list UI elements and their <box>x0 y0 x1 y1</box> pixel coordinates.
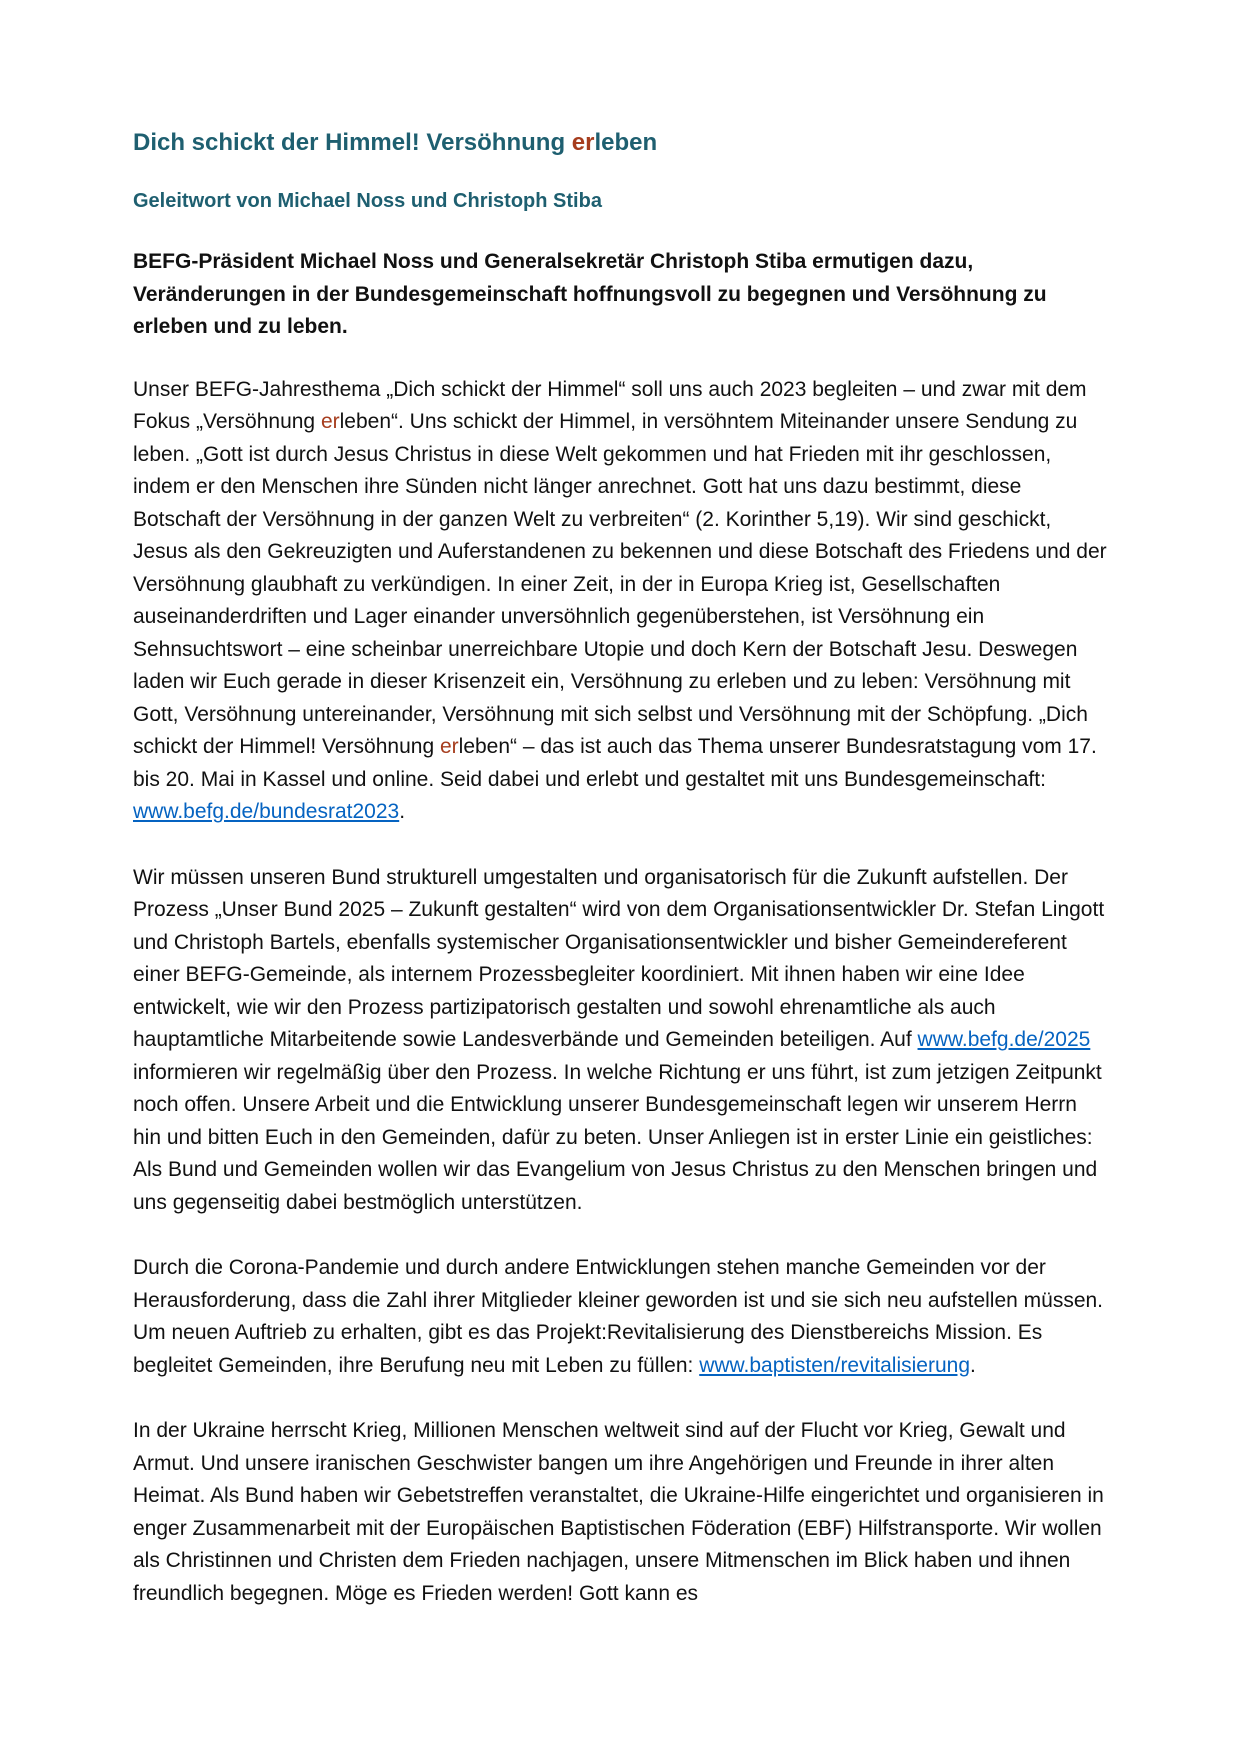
text-run: . <box>970 1353 976 1377</box>
text-run: leben“ – das ist auch das Thema unserer Bundesratstagung vom 17. bis 20. Mai in Kassel und online. Seid dabei und erlebt und gestaltet mit uns Bundesgemeinschaft: <box>133 735 1097 791</box>
paragraph <box>133 374 1110 829</box>
text-run: . <box>399 800 406 823</box>
text-run: Wir müssen unseren Bund strukturell umgestalten und organisatorisch für die Zukunft aufstellen. Der Prozess „Unser Bund 2025 – Zukunft gestalten“ wird von dem Organisationsentwickler Dr. Stefan Lingott und Christoph Bartels, ebenfalls systemischer Organisationsentwickler und bisher Gemeindereferent einer BEFG-Gemeinde, als internem Prozessbegleiter koordiniert. Mit ihnen haben wir eine Idee entwickelt, wie wir den Prozess partizipatorisch gestalten und sowohl ehrenamtliche als auch hauptamtliche Mitarbeitende sowie Landesverbände und Gemeinden beteiligen. Auf <box>133 865 1105 1051</box>
accent-text-run: er <box>571 129 595 156</box>
accent-text-run: er <box>439 735 459 758</box>
text-run: leben <box>594 129 658 156</box>
paragraph <box>133 1252 1110 1382</box>
hyperlink[interactable]: www.befg.de/bundesrat2023 <box>133 800 400 823</box>
text-run: In der Ukraine herrscht Krieg, Millionen Menschen weltweit sind auf der Flucht vor Krieg, Gewalt und Armut. Und unsere iranischen Geschwister bangen um ihre Angehörigen und Freunde in ihrer alten Heimat. Als Bund haben wir Gebetstreffen veranstaltet, die Ukraine-Hilfe eingerichtet und organisieren in enger Zusammenarbeit mit der Europäischen Baptistischen Föderation (EBF) Hilfstransporte. Wir wollen als Christinnen und Christen dem Frieden nachjagen, unsere Mitmenschen im Blick haben und ihnen freundlich begegnen. Möge es Frieden werden! Gott kann es <box>133 1419 1104 1605</box>
text-run: leben“. Uns schickt der Himmel, in versöhntem Miteinander unsere Sendung zu leben. „Gott ist durch Jesus Christus in diese Welt gekommen und hat Frieden mit ihr geschlossen, indem er den Menschen ihre Sünden nicht länger anrechnet. Gott hat uns dazu bestimmt, diese Botschaft der Versöhnung in der ganzen Welt zu verbreiten“ (2. Korinther 5,19). Wir sind geschickt, Jesus als den Gekreuzigten und Auferstandenen zu bekennen und diese Botschaft des Friedens und der Versöhnung glaubhaft zu verkündigen. In einer Zeit, in der in Europa Krieg ist, Gesellschaften auseinanderdriften und Lager einander unversöhnlich gegenüberstehen, ist Versöhnung ein Sehnsuchtswort – eine scheinbar unerreichbare Utopie und doch Kern der Botschaft Jesu. Deswegen laden wir Euch gerade in dieser Krisenzeit ein, Versöhnung zu erleben und zu leben: Versöhnung mit Gott, Versöhnung untereinander, Versöhnung mit sich selbst und Versöhnung mit der Schöpfung. „Dich schickt der Himmel! Versöhnung <box>133 410 1107 758</box>
text-run: Dich schickt der Himmel! Versöhnung <box>133 129 572 156</box>
lead-paragraph: BEFG-Präsident Michael Noss und Generalsekretär Christoph Stiba ermutigen dazu, Veränderungen in der Bundesgemeinschaft hoffnungsvoll zu begegnen und Versöhnung zu erleben und zu leben. <box>133 250 1047 338</box>
paragraph <box>133 1415 1110 1610</box>
hyperlink[interactable]: www.baptisten/revitalisierung <box>699 1353 970 1377</box>
text-run: informieren wir regelmäßig über den Prozess. In welche Richtung er uns führt, ist zum jetzigen Zeitpunkt noch offen. Unsere Arbeit und die Entwicklung unserer Bundesgemeinschaft legen wir unserem Herrn hin und bitten Euch in den Gemeinden, dafür zu beten. Unser Anliegen ist in erster Linie ein geistliches: Als Bund und Gemeinden wollen wir das Evangelium von Jesus Christus zu den Menschen bringen und uns gegenseitig dabei bestmöglich unterstützen. <box>133 1060 1102 1214</box>
page-subtitle: Geleitwort von Michael Noss und Christoph Stiba <box>133 190 602 212</box>
paragraph <box>133 862 1110 1220</box>
hyperlink[interactable]: www.befg.de/2025 <box>917 1028 1091 1051</box>
text-run: Unser BEFG-Jahresthema „Dich schickt der Himmel“ soll uns auch 2023 begleiten – und zwar mit dem Fokus „Versöhnung <box>133 377 1087 433</box>
accent-text-run: er <box>320 410 340 433</box>
text-run: Durch die Corona-Pandemie und durch andere Entwicklungen stehen manche Gemeinden vor der Herausforderung, dass die Zahl ihrer Mitglieder kleiner geworden ist und sie sich neu aufstellen müssen. Um neuen Auftrieb zu erhalten, gibt es das Projekt:Revitalisierung des Dienstbereichs Mission. Es begleitet Gemeinden, ihre Berufung neu mit Leben zu füllen: <box>133 1256 1104 1377</box>
page-title <box>133 128 1110 158</box>
paragraph-list <box>133 374 1110 1611</box>
